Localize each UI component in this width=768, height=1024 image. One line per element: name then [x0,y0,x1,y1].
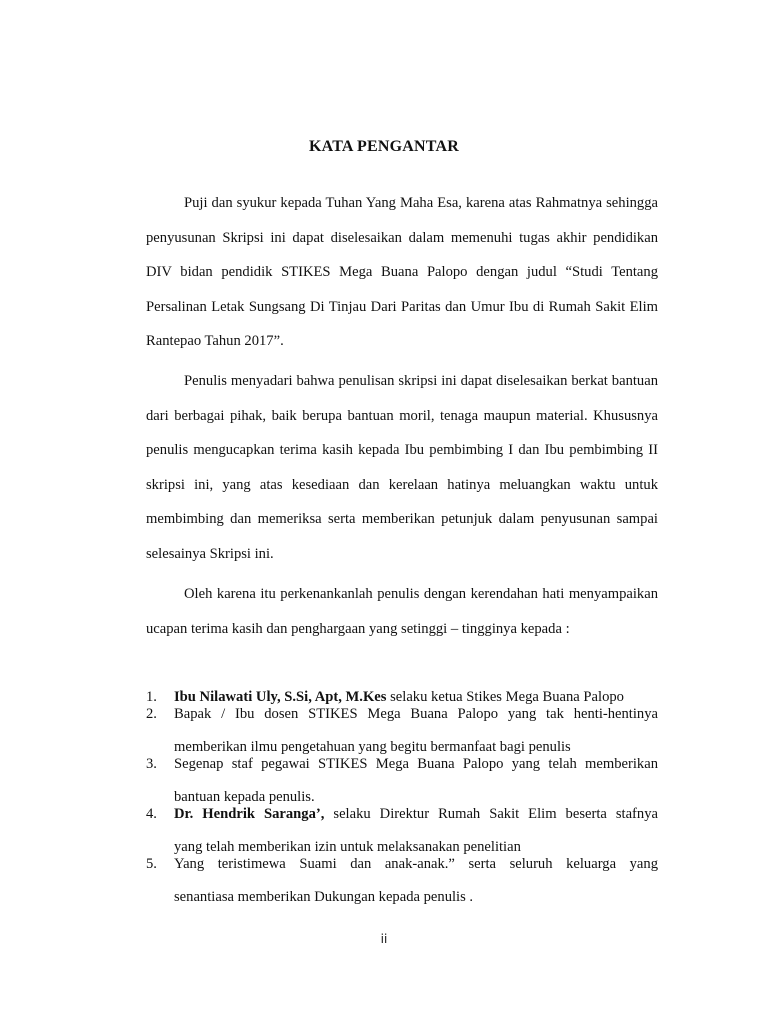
list-item-text: Yang teristimewa Suami dan anak-anak.” serta seluruh keluarga yang [174,856,658,872]
acknowledgement-list [146,689,658,906]
list-item-text: selaku Direktur Rumah Sakit Elim beserta stafnya [324,806,658,822]
list-item-bold: Ibu Nilawati Uly, S.Si, Apt, M.Kes [174,689,387,705]
list-item-continuation: yang telah memberikan izin untuk melaksanakan penelitian [174,839,521,855]
list-item [146,706,658,756]
list-item [146,756,658,806]
list-item-line [174,856,658,873]
list-item-text: selaku ketua Stikes Mega Buana Palopo [386,689,624,705]
list-item-continuation: senantiasa memberikan Dukungan kepada penulis . [174,889,474,905]
page-title: KATA PENGANTAR [309,138,459,155]
list-item-text: Bapak / Ibu dosen STIKES Mega Buana Palopo yang tak henti-hentinya [174,706,658,722]
list-item-continuation: memberikan ilmu pengetahuan yang begitu bermanfaat bagi penulis [174,739,571,755]
list-item-bold: Dr. Hendrik Saranga’, [174,806,325,822]
paragraph-2: Penulis menyadari bahwa penulisan skripsi ini dapat diselesaikan berkat bantuan dari berbagai pihak, baik berupa bantuan moril, tenaga maupun material. Khususnya penulis mengucapkan terima kasih kepada Ibu pembimbing I dan Ibu pembimbing II skripsi ini, yang atas kesediaan dan kerelaan hatinya meluangkan waktu untuk membimbing dan memeriksa serta memberikan petunjuk dalam penyusunan sampai selesainya Skripsi ini. [146,373,658,562]
page-number: ii [380,932,388,946]
list-item-line [174,689,658,706]
list-item [146,806,658,856]
list-item [146,856,658,906]
list-item [146,689,658,706]
list-item-continuation: bantuan kepada penulis. [174,789,315,805]
paragraph-1: Puji dan syukur kepada Tuhan Yang Maha Esa, karena atas Rahmatnya sehingga penyusunan Skripsi ini dapat diselesaikan dalam memenuhi tugas akhir pendidikan DIV bidan pendidik STIKES Mega Buana Palopo dengan judul “Studi Tentang Persalinan Letak Sungsang Di Tinjau Dari Paritas dan Umur Ibu di Rumah Sakit Elim Rantepao Tahun 2017”. [146,195,658,349]
list-item-line [174,706,658,723]
list-item-line [174,806,658,823]
list-item-text: Segenap staf pegawai STIKES Mega Buana Palopo yang telah memberikan [174,756,658,772]
list-number: 2. [146,706,157,722]
list-number: 3. [146,756,157,772]
paragraph-3: Oleh karena itu perkenankanlah penulis dengan kerendahan hati menyampaikan ucapan terima kasih dan penghargaan yang setinggi – tingginya kepada : [146,586,658,637]
list-item-line [174,756,658,773]
list-number: 1. [146,689,157,705]
list-number: 5. [146,856,157,872]
list-number: 4. [146,806,157,822]
